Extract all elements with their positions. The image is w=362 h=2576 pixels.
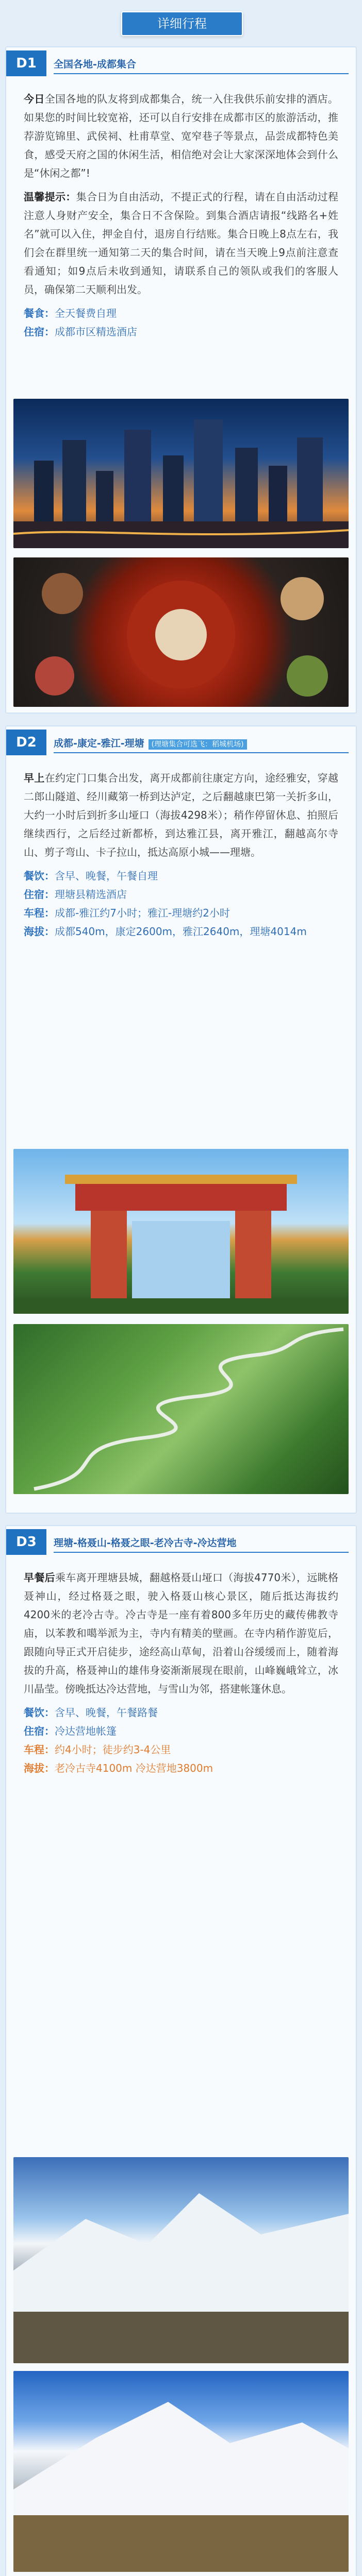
- hotel-info: 住宿：理塘县精选酒店: [24, 888, 127, 901]
- day-title: 成都-康定-雅江-理塘 (理塘集合可选飞：稻城机场): [54, 736, 247, 750]
- day-body: [24, 769, 338, 941]
- drive-info: 车程：成都-雅江约7小时；雅江-理塘约2小时: [24, 907, 230, 919]
- day-badge: D1: [6, 50, 46, 76]
- glacier-peak-photo: [13, 2371, 349, 2572]
- day-card-d2: [5, 725, 357, 1514]
- day-body: [24, 90, 338, 341]
- day-body: [24, 1568, 338, 1777]
- meal-info: 餐饮：含早、晚餐，午餐路餐: [24, 1706, 158, 1719]
- road-illustration: [13, 1324, 349, 1494]
- altitude-info: 海拔：老冷古寺4100m 冷达营地3800m: [24, 1762, 213, 1774]
- meal-info: 餐食：全天餐费自理: [24, 307, 117, 319]
- switchback-road-photo: [13, 1324, 349, 1494]
- day-header: [6, 726, 356, 758]
- day-paragraph: 早上在约定门口集合出发，离开成都前往康定方向，途经雅安，穿越二郎山隧道、经川藏第一桥到达泸定，之后翻越康巴第一关折多山，大约一小时后到折多山垭口（海拔4298米）；稍作停留休息、拍照后继续西行，之后经过新都桥，到达雅江县，离开雅江，翻越高尔寺山、剪子弯山、卡子拉山，抵达高原小城——理塘。: [24, 772, 339, 858]
- day-title: 全国各地-成都集合: [54, 59, 136, 70]
- hotpot-illustration: [13, 557, 349, 707]
- drive-info: 车程：约4小时；徒步约3-4公里: [24, 1743, 171, 1756]
- day-paragraph: 早餐后乘车离开理塘县城，翻越格聂山垭口（海拔4770米），远眺格聂神山，经过格聂之眼，驶入格聂山核心景区，随后抵达海拔约4200米的老冷古寺。冷古寺是一座有着800多年历史的藏传佛教寺庙，以苯教和噶举派为主，寺内有精美的壁画。在寺内稍作游览后，跟随向导正式开启徒步，途经高山草甸，沿着山谷缓缓而上，随着海拔的升高，格聂神山的雄伟身姿渐渐展现在眼前，山峰巍峨耸立，冰川晶莹。傍晚抵达冷达营地，与雪山为邻，搭建帐篷休息。: [24, 1571, 339, 1695]
- day-paragraph: 温馨提示：集合日为自由活动，不提正式的行程，请在自由活动过程注意人身财产安全，集合日不含保险。到集合酒店请报“线路名+姓名”就可以入住，押金自付，退房自行结账。集合日晚上8点左右，我们会在群里统一通知第二天的集合时间，请在当天晚上9点前注意查看通知；如9点后未收到通知，请联系自己的领队或我们的客服人员，确保第二天顺利出发。: [24, 191, 339, 296]
- day-header: [6, 1526, 356, 1558]
- itinerary-title-badge: 详细行程: [121, 11, 243, 36]
- skyline-illustration: [13, 399, 349, 548]
- gate-illustration: [13, 1149, 349, 1314]
- day-header: [6, 47, 356, 79]
- altitude-info: 海拔：成都540m，康定2600m，雅江2640m，理塘4014m: [24, 925, 307, 938]
- meal-info: 餐饮：含早、晚餐，午餐自理: [24, 870, 158, 882]
- header-divider: [54, 752, 349, 753]
- day-title-note: (理塘集合可选飞：稻城机场): [149, 739, 247, 750]
- city-skyline-photo: [13, 399, 349, 548]
- tibetan-gate-photo: [13, 1149, 349, 1314]
- mountain-illustration: [13, 2157, 349, 2363]
- hotel-info: 住宿：冷达营地帐篷: [24, 1725, 117, 1737]
- day-title: 理塘-格聂山-格聂之眼-老冷古寺-冷达营地: [54, 1537, 237, 1549]
- header-divider: [54, 1552, 349, 1553]
- hotpot-photo: [13, 557, 349, 707]
- header-divider: [54, 73, 349, 74]
- day-badge: D3: [6, 1529, 46, 1555]
- day-card-d3: [5, 1525, 357, 2576]
- peak-illustration: [13, 2371, 349, 2572]
- hotel-info: 住宿：成都市区精选酒店: [24, 326, 137, 338]
- snow-mountain-photo: [13, 2157, 349, 2363]
- day-badge: D2: [6, 730, 46, 755]
- day-card-d1: [5, 46, 357, 714]
- day-paragraph: 今日全国各地的队友将到成都集合，统一入住我供乐前安排的酒店。如果您的时间比较宽裕，还可以自行安排在成都市区的旅游活动，推荐游览锦里、武侯祠、杜甫草堂、宽窄巷子等景点，品尝成都特色美食，感受天府之国的休闲生活，相信绝对会让大家深深地体会到什么是“休闲之都”!: [24, 93, 339, 179]
